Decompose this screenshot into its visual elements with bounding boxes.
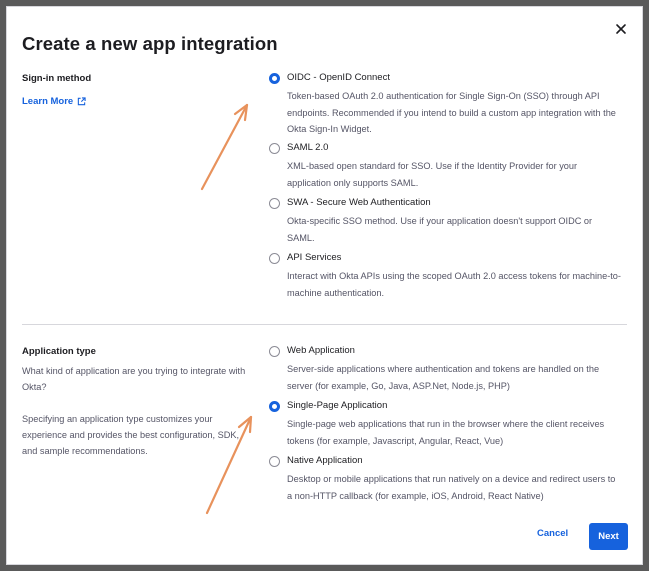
application-type-question: What kind of application are you trying to integrate with Okta? xyxy=(22,366,246,392)
option-swa-desc: Okta-specific SSO method. Use if your application doesn't support OIDC or SAML. xyxy=(287,216,593,243)
dialog-title: Create a new app integration xyxy=(22,33,278,54)
option-web-application-label: Web Application xyxy=(287,345,355,356)
option-native-application-label: Native Application xyxy=(287,455,363,466)
application-type-label: Application type xyxy=(22,346,96,357)
option-oidc-label: OIDC - OpenID Connect xyxy=(287,72,390,83)
learn-more-link[interactable] xyxy=(22,96,86,107)
option-native-application-desc: Desktop or mobile applications that run natively on a device and redirect users to a non-HTTP callback (for example, iOS, Android, React Native) xyxy=(287,474,616,501)
option-saml-desc: XML-based open standard for SSO. Use if the Identity Provider for your application only supports SAML. xyxy=(287,161,578,188)
application-type-help: Specifying an application type customizes your experience and provides the best configuration, SDK, and sample recommendations. xyxy=(22,414,240,456)
radio-native-application[interactable] xyxy=(269,456,280,467)
option-single-page-application-desc: Single-page web applications that run in the browser where the client receives tokens (for example, Javascript, Angular, React, Vue) xyxy=(287,419,605,446)
option-api-services-label: API Services xyxy=(287,252,342,263)
external-link-icon xyxy=(77,97,86,106)
option-web-application-desc: Server-side applications where authentication and tokens are handled on the server (for example, Go, Java, ASP.Net, Node.js, PHP) xyxy=(287,364,600,391)
option-swa-label: SWA - Secure Web Authentication xyxy=(287,197,431,208)
radio-swa[interactable] xyxy=(269,198,280,209)
close-icon[interactable] xyxy=(614,22,628,36)
radio-saml[interactable] xyxy=(269,143,280,154)
cancel-button[interactable]: Cancel xyxy=(537,528,569,539)
create-app-integration-dialog xyxy=(6,6,643,565)
option-oidc-desc: Token-based OAuth 2.0 authentication for Single Sign-On (SSO) through API endpoints. Recommended if you intend to build a custom app integration with the Okta Sign-In Widget. xyxy=(287,91,616,134)
radio-api-services[interactable] xyxy=(269,253,280,264)
annotation-arrow-icon xyxy=(197,97,257,197)
next-button[interactable]: Next xyxy=(589,523,628,550)
section-divider xyxy=(22,324,627,325)
radio-oidc[interactable] xyxy=(269,73,280,84)
radio-web-application[interactable] xyxy=(269,346,280,357)
option-saml-label: SAML 2.0 xyxy=(287,142,329,153)
sign-in-method-label: Sign-in method xyxy=(22,73,92,84)
learn-more-label: Learn More xyxy=(22,96,74,107)
annotation-arrow-icon xyxy=(201,409,261,519)
option-api-services-desc: Interact with Okta APIs using the scoped OAuth 2.0 access tokens for machine-to-machine authentication. xyxy=(287,271,621,298)
radio-single-page-application[interactable] xyxy=(269,401,280,412)
option-single-page-application-label: Single-Page Application xyxy=(287,400,388,411)
